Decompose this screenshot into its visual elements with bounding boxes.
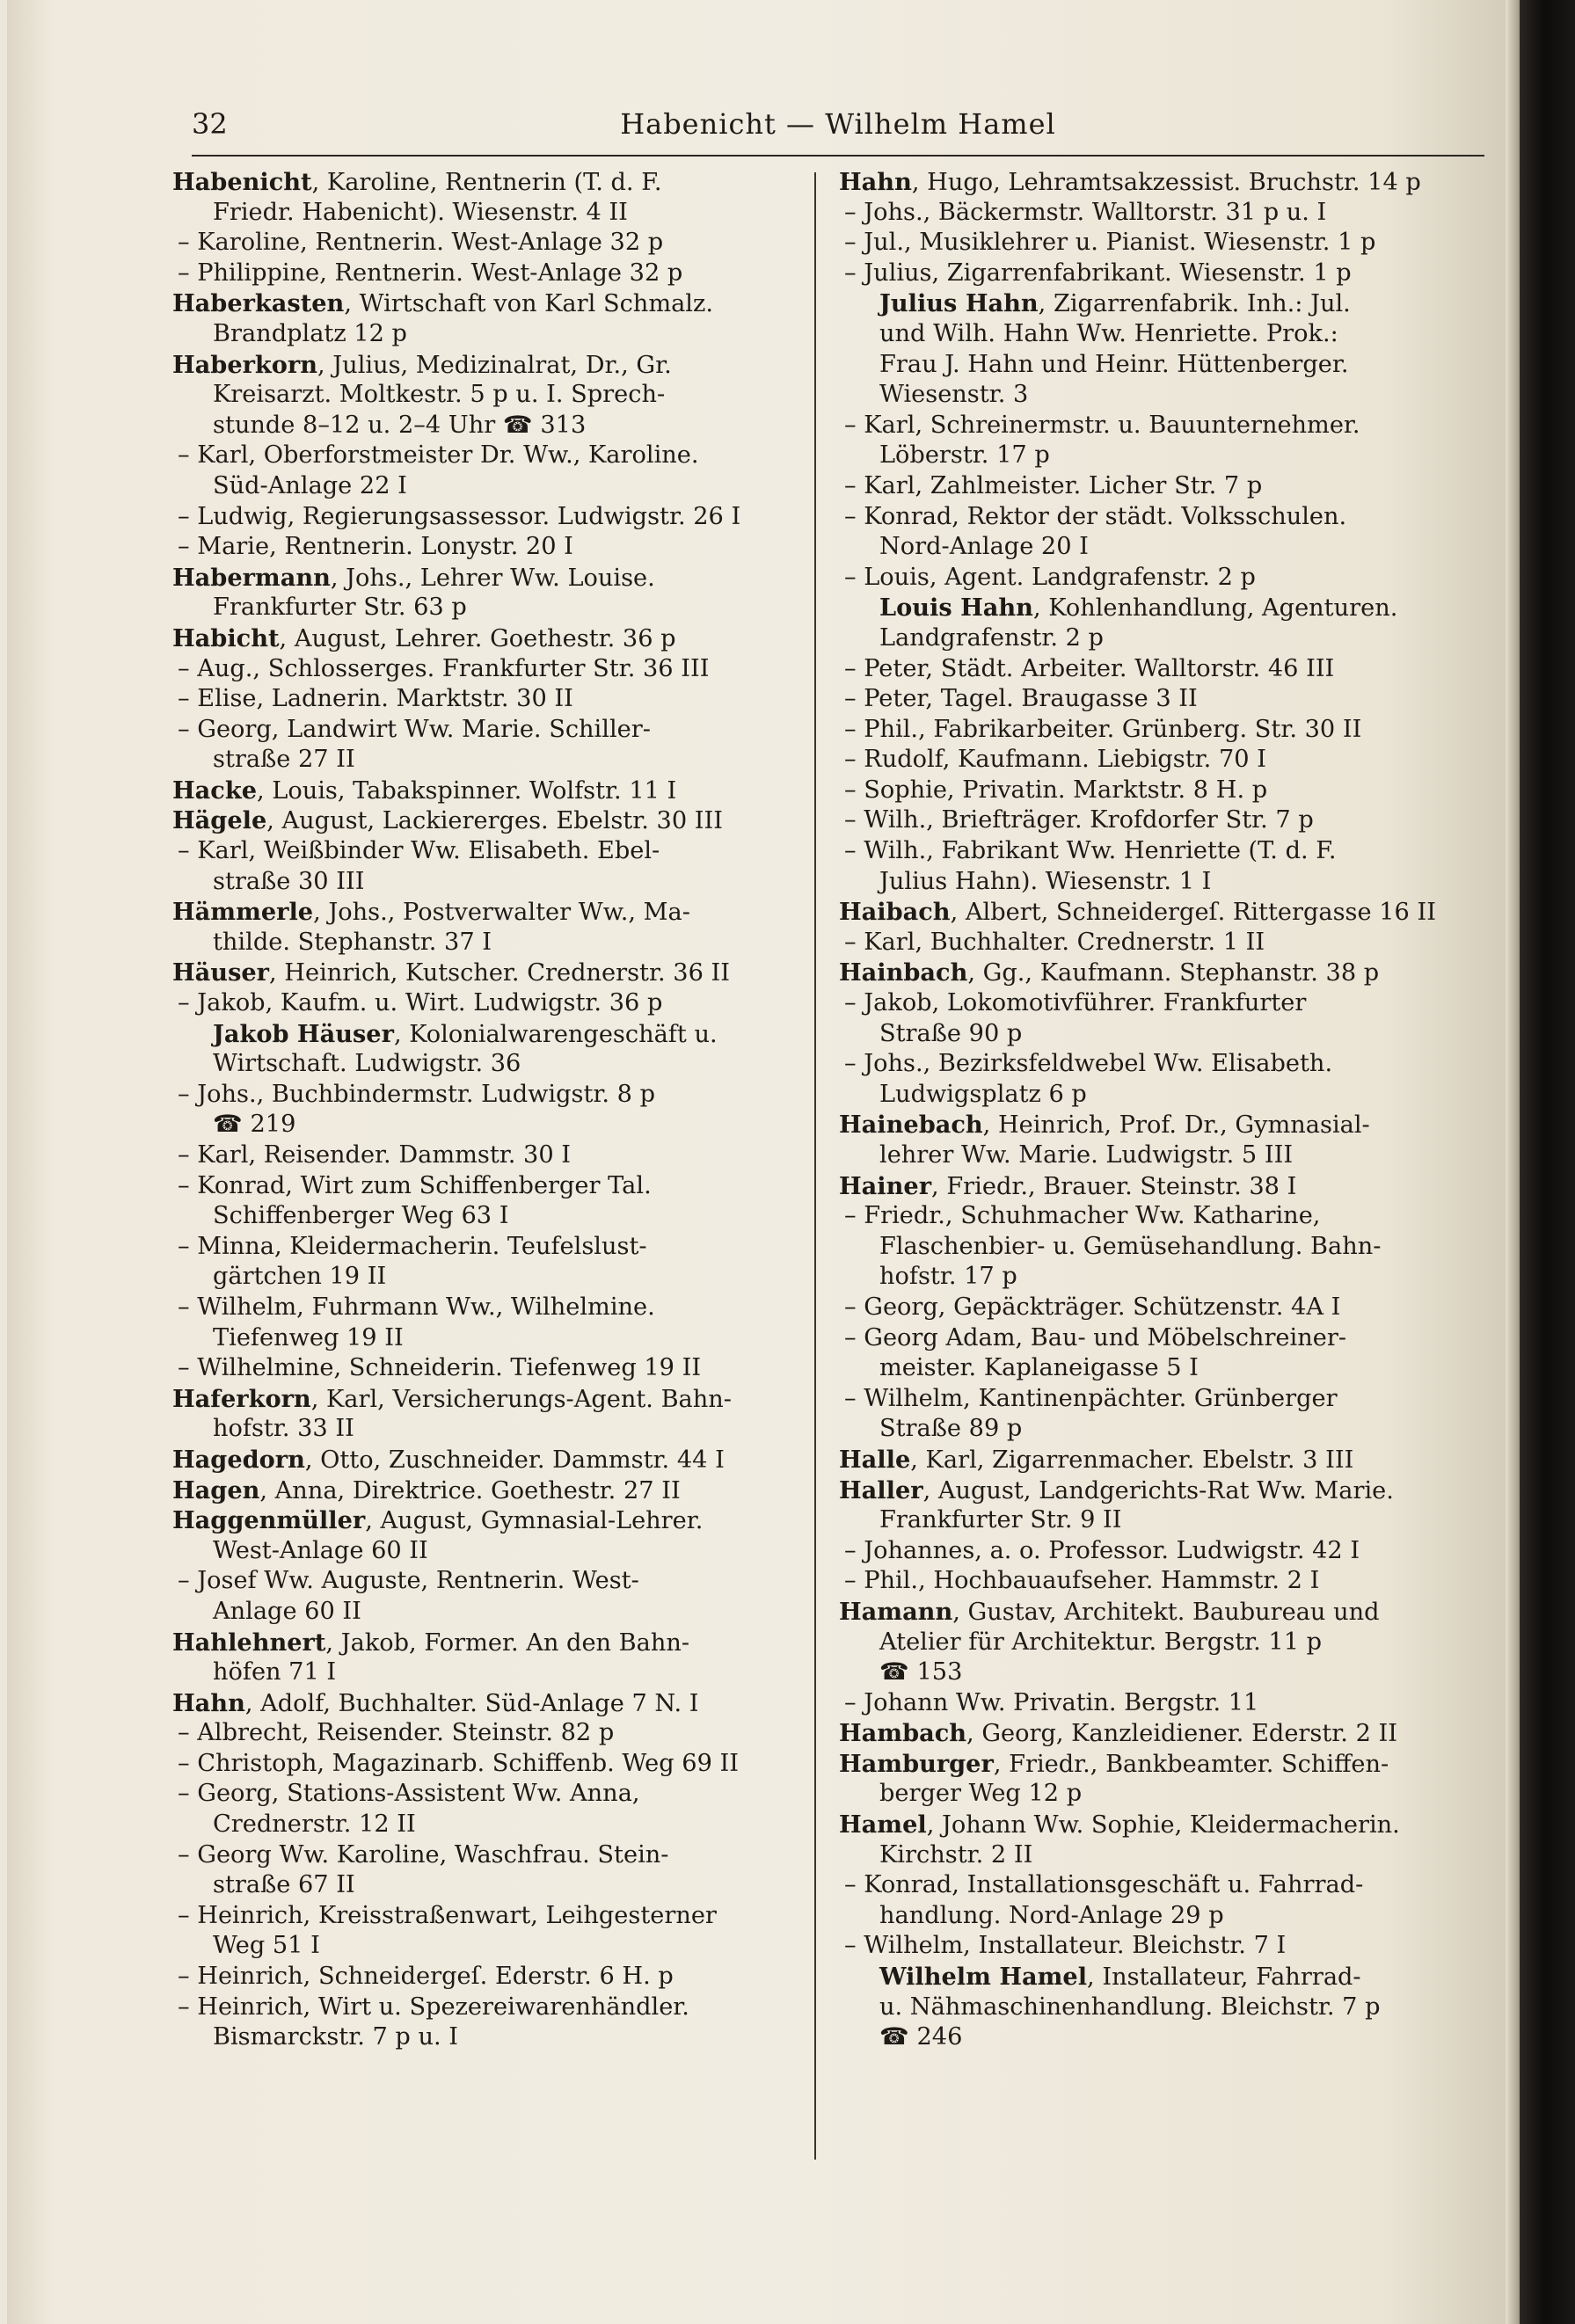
directory-line: Bismarckstr. 7 p u. I [213,2023,459,2051]
directory-line: Haggenmüller, August, Gymnasial-Lehrer. [172,1506,704,1535]
directory-line: Hahlehnert, Jakob, Former. An den Bahn- [172,1628,690,1657]
directory-line: – Wilhelmine, Schneiderin. Tiefenweg 19 II [178,1354,702,1382]
directory-line: Weg 51 I [213,1932,320,1960]
directory-line: – Georg, Stations-Assistent Ww. Anna, [178,1780,640,1808]
directory-line: Haller, August, Landgerichts-Rat Ww. Marie. [839,1475,1394,1504]
directory-line: Brandplatz 12 p [213,319,407,347]
directory-line: Wiesenstr. 3 [879,381,1029,409]
directory-line: – Philippine, Rentnerin. West-Anlage 32 p [178,259,683,287]
directory-line: Wirtschaft. Ludwigstr. 36 [213,1050,521,1078]
directory-line: – Ludwig, Regierungsassessor. Ludwigstr. 26 I [178,502,741,530]
directory-line: Julius Hahn, Zigarrenfabrik. Inh.: Jul. [879,289,1351,318]
directory-line: – Jakob, Lokomotivführer. Frankfurter [844,989,1307,1017]
directory-line: – Karl, Reisender. Dammstr. 30 I [178,1141,572,1169]
directory-line: – Marie, Rentnerin. Lonystr. 20 I [178,533,573,561]
directory-line: – Karl, Weißbinder Ww. Elisabeth. Ebel- [178,837,660,865]
directory-line: – Karl, Buchhalter. Crednerstr. 1 II [844,928,1265,956]
column-divider [814,172,816,2160]
directory-line: Hainebach, Heinrich, Prof. Dr., Gymnasial- [839,1111,1370,1140]
directory-line: Haberkasten, Wirtschaft von Karl Schmalz. [172,289,713,318]
directory-line: – Johann Ww. Privatin. Bergstr. 11 [844,1688,1259,1716]
directory-line: Haibach, Albert, Schneidergeſ. Rittergasse 16 II [839,898,1436,927]
directory-line: Habenicht, Karoline, Rentnerin (T. d. F. [172,168,662,196]
directory-line: – Louis, Agent. Landgrafenstr. 2 p [844,563,1256,591]
directory-line: Hainbach, Gg., Kaufmann. Stephanstr. 38 p [839,958,1380,987]
directory-line: Hamann, Gustav, Architekt. Baubureau und [839,1597,1380,1626]
directory-line: – Wilhelm, Kantinenpächter. Grünberger [844,1384,1338,1412]
directory-line: ☎ 219 [213,1111,296,1139]
directory-line: Frau J. Hahn und Heinr. Hüttenberger. [879,350,1349,378]
directory-line: meister. Kaplaneigasse 5 I [879,1354,1199,1382]
right-column [839,167,1486,2053]
directory-line: Hagedorn, Otto, Zuschneider. Dammstr. 44 I [172,1445,725,1474]
directory-line: Frankfurter Str. 63 p [213,594,467,622]
directory-line: Frankfurter Str. 9 II [879,1506,1122,1534]
directory-line: straße 30 III [213,867,365,895]
directory-line: Julius Hahn). Wiesenstr. 1 I [879,867,1212,895]
directory-line: – Christoph, Magazinarb. Schiffenb. Weg 69 II [178,1749,740,1777]
directory-line: – Phil., Fabrikarbeiter. Grünberg. Str. 30 II [844,715,1362,743]
directory-line: gärtchen 19 II [213,1263,387,1291]
directory-line: – Aug., Schlosserges. Frankfurter Str. 36 III [178,654,710,682]
directory-line: Hacke, Louis, Tabakspinner. Wolfstr. 11 I [172,776,677,805]
directory-line: – Minna, Kleidermacherin. Teufelslust- [178,1232,647,1260]
directory-line: Landgrafenstr. 2 p [879,623,1104,652]
directory-line: – Heinrich, Schneidergeſ. Ederstr. 6 H. p [178,1963,674,1991]
directory-line: Straße 89 p [879,1415,1023,1443]
directory-line: Hainer, Friedr., Brauer. Steinstr. 38 I [839,1171,1297,1200]
directory-line: – Heinrich, Wirt u. Spezereiwarenhändler. [178,1993,689,2021]
directory-line: Wilhelm Hamel, Installateur, Fahrrad- [879,1963,1361,1992]
directory-line: Hahn, Adolf, Buchhalter. Süd-Anlage 7 N. I [172,1688,699,1717]
directory-line: Hägele, August, Lackiererges. Ebelstr. 30 III [172,806,723,835]
book-binding [1520,0,1575,2324]
directory-line: – Konrad, Installationsgeschäft u. Fahrrad- [844,1871,1364,1899]
directory-line: Halle, Karl, Zigarrenmacher. Ebelstr. 3 III [839,1445,1354,1474]
directory-line: Schiffenberger Weg 63 I [213,1202,509,1230]
directory-line: Louis Hahn, Kohlenhandlung, Agenturen. [879,594,1398,623]
left-column [172,167,795,2053]
directory-line: – Wilhelm, Installateur. Bleichstr. 7 I [844,1932,1287,1960]
directory-line: Hagen, Anna, Direktrice. Goethestr. 27 II [172,1475,681,1504]
directory-line: berger Weg 12 p [879,1780,1083,1808]
directory-line: lehrer Ww. Marie. Ludwigstr. 5 III [879,1141,1294,1169]
page-number: 32 [192,107,228,141]
directory-line: und Wilh. Hahn Ww. Henriette. Prok.: [879,319,1338,347]
directory-line: – Johs., Bäckermstr. Walltorstr. 31 p u. I [844,198,1327,226]
page-header [192,104,1484,153]
directory-line: Kreisarzt. Moltkestr. 5 p u. I. Sprech- [213,381,666,409]
directory-line: Hamburger, Friedr., Bankbeamter. Schiffen- [839,1749,1389,1778]
directory-line: – Karoline, Rentnerin. West-Anlage 32 p [178,229,664,257]
directory-line: – Georg Adam, Bau- und Möbelschreiner- [844,1323,1347,1351]
directory-line: Friedr. Habenicht). Wiesenstr. 4 II [213,198,628,226]
directory-line: – Georg, Landwirt Ww. Marie. Schiller- [178,715,651,743]
directory-line: – Jul., Musiklehrer u. Pianist. Wiesenstr. 1 p [844,229,1376,257]
directory-line: Nord-Anlage 20 I [879,533,1089,561]
directory-line: Hambach, Georg, Kanzleidiener. Ederstr. 2 II [839,1719,1398,1748]
directory-line: handlung. Nord-Anlage 29 p [879,1901,1224,1929]
directory-line: – Johs., Bezirksfeldwebel Ww. Elisabeth. [844,1050,1333,1078]
directory-line: Häuser, Heinrich, Kutscher. Crednerstr. 36 II [172,958,730,987]
directory-line: Hämmerle, Johs., Postverwalter Ww., Ma- [172,898,690,927]
directory-line: – Heinrich, Kreisstraßenwart, Leihgesterner [178,1901,717,1929]
directory-line: – Wilh., Briefträger. Krofdorfer Str. 7 p [844,806,1314,834]
directory-line: hofstr. 17 p [879,1263,1017,1291]
directory-line: Habermann, Johs., Lehrer Ww. Louise. [172,563,655,592]
directory-line: hofstr. 33 II [213,1415,354,1443]
directory-line: Haferkorn, Karl, Versicherungs-Agent. Bahn- [172,1384,732,1413]
directory-line: ☎ 153 [879,1658,963,1687]
directory-line: Löberstr. 17 p [879,441,1050,470]
directory-line: – Konrad, Wirt zum Schiffenberger Tal. [178,1171,652,1199]
directory-line: Jakob Häuser, Kolonialwarengeschäft u. [213,1019,718,1048]
directory-line: – Peter, Städt. Arbeiter. Walltorstr. 46 III [844,654,1335,682]
directory-line: – Rudolf, Kaufmann. Liebigstr. 70 I [844,746,1266,774]
directory-line: Hamel, Johann Ww. Sophie, Kleidermacherin. [839,1810,1400,1840]
directory-line: Atelier für Architektur. Bergstr. 11 p [879,1628,1323,1656]
directory-line: u. Nähmaschinenhandlung. Bleichstr. 7 p [879,1993,1381,2021]
directory-line: Süd-Anlage 22 I [213,471,407,499]
directory-line: höfen 71 I [213,1658,337,1687]
directory-line: – Julius, Zigarrenfabrikant. Wiesenstr. 1 p [844,259,1352,287]
directory-line: – Karl, Oberforstmeister Dr. Ww., Karoline. [178,441,699,470]
directory-line: Tiefenweg 19 II [213,1323,404,1351]
directory-line: Haberkorn, Julius, Medizinalrat, Dr., Gr. [172,350,672,379]
directory-line: – Karl, Schreinermstr. u. Bauunternehmer. [844,411,1360,439]
directory-line: Habicht, August, Lehrer. Goethestr. 36 p [172,623,676,652]
directory-line: – Josef Ww. Auguste, Rentnerin. West- [178,1567,639,1595]
directory-line: – Wilh., Fabrikant Ww. Henriette (T. d. F. [844,837,1337,865]
directory-line: Kirchstr. 2 II [879,1840,1033,1869]
directory-line: – Friedr., Schuhmacher Ww. Katharine, [844,1202,1321,1230]
directory-line: Hahn, Hugo, Lehramtsakzessist. Bruchstr. 14 p [839,168,1421,196]
directory-line: – Georg, Gepäckträger. Schützenstr. 4A I [844,1293,1341,1321]
directory-line: thilde. Stephanstr. 37 I [213,928,492,956]
directory-line: ☎ 246 [879,2023,963,2051]
directory-line: – Johs., Buchbindermstr. Ludwigstr. 8 p [178,1080,656,1108]
directory-line: West-Anlage 60 II [213,1536,428,1564]
running-title: Habenicht — Wilhelm Hamel [620,107,1056,141]
directory-line: – Johannes, a. o. Professor. Ludwigstr. 42 I [844,1536,1360,1564]
directory-line: – Wilhelm, Fuhrmann Ww., Wilhelmine. [178,1293,655,1321]
directory-line: – Albrecht, Reisender. Steinstr. 82 p [178,1719,615,1747]
directory-line: Straße 90 p [879,1019,1023,1047]
directory-line: Ludwigsplatz 6 p [879,1080,1087,1108]
directory-line: – Elise, Ladnerin. Marktstr. 30 II [178,685,573,713]
directory-line: Flaschenbier- u. Gemüsehandlung. Bahn- [879,1232,1382,1260]
directory-line: straße 67 II [213,1871,355,1899]
directory-line: Crednerstr. 12 II [213,1810,416,1839]
directory-line: – Karl, Zahlmeister. Licher Str. 7 p [844,471,1263,499]
directory-line: – Phil., Hochbauaufseher. Hammstr. 2 I [844,1567,1320,1595]
directory-line: – Konrad, Rektor der städt. Volksschulen. [844,502,1347,530]
directory-line: – Georg Ww. Karoline, Waschfrau. Stein- [178,1840,669,1869]
directory-line: – Jakob, Kaufm. u. Wirt. Ludwigstr. 36 p [178,989,663,1017]
header-rule [192,155,1484,157]
directory-line: stunde 8–12 u. 2–4 Uhr ☎ 313 [213,411,587,439]
directory-line: – Sophie, Privatin. Marktstr. 8 H. p [844,776,1268,804]
directory-line: straße 27 II [213,746,355,774]
directory-line: – Peter, Tagel. Braugasse 3 II [844,685,1198,713]
directory-line: Anlage 60 II [213,1597,361,1625]
